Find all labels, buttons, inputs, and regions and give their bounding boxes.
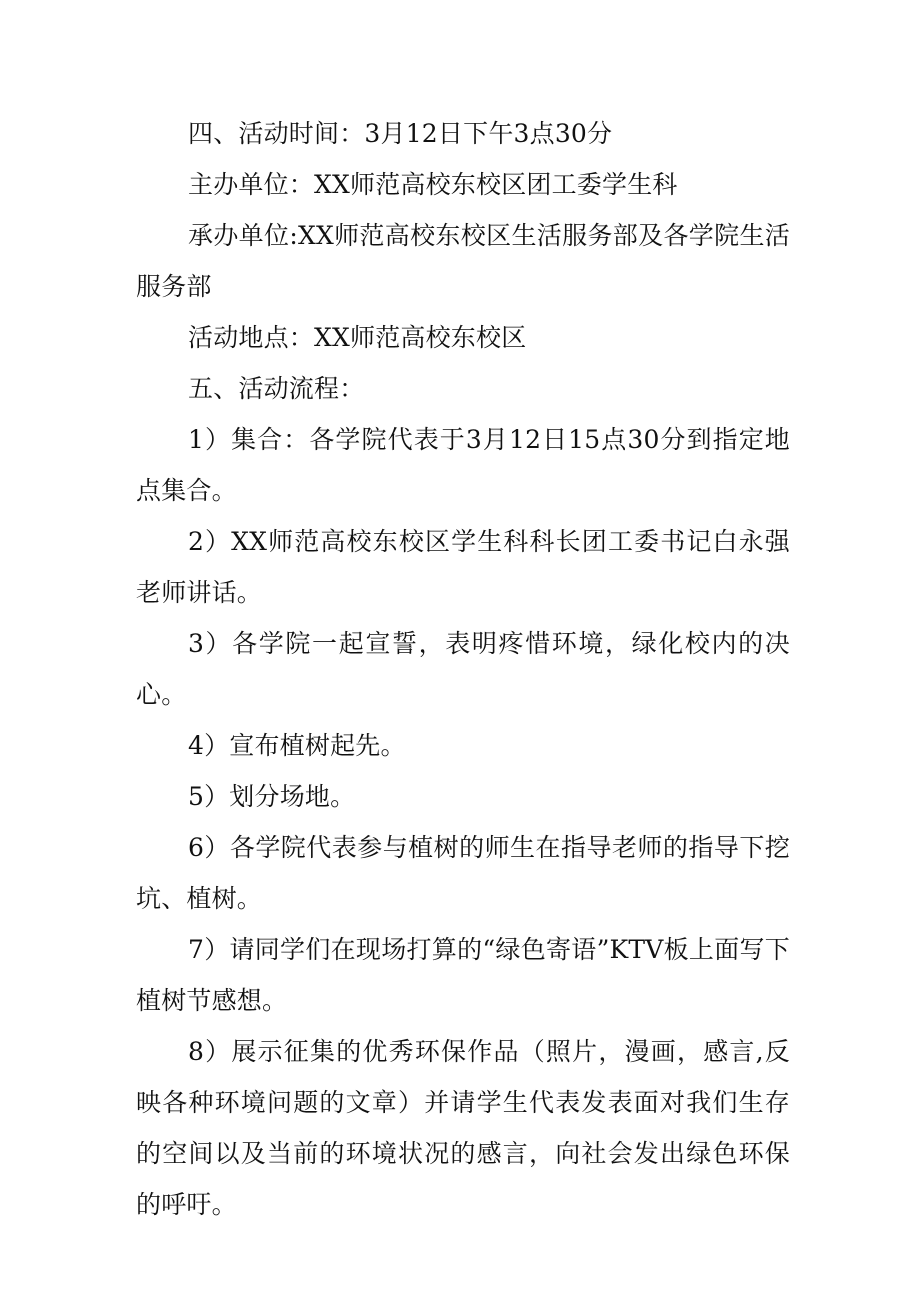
list-item-6: 6）各学院代表参与植树的师生在指导老师的指导下挖坑、植树。 [136,833,790,913]
list-item-4: 4）宣布植树起先。 [188,731,406,760]
list-item-7: 7）请同学们在现场打算的“绿色寄语”KTV板上面写下植树节感想。 [136,935,790,1015]
list-item-1: 1）集合：各学院代表于3月12日15点30分到指定地点集合。 [136,425,790,505]
list-item-5: 5）划分场地。 [188,782,356,811]
list-item-2: 2）XX师范高校东校区学生科科长团工委书记白永强老师讲话。 [136,527,790,607]
paragraph-host-unit: 主办单位：XX师范高校东校区团工委学生科 [188,170,678,199]
list-item-3: 3）各学院一起宣誓，表明疼惜环境，绿化校内的决心。 [136,629,790,709]
section-heading-process: 五、活动流程： [188,374,365,403]
paragraph-organizer-unit: 承办单位:XX师范高校东校区生活服务部及各学院生活服务部 [136,221,790,301]
paragraph-location: 活动地点：XX师范高校东校区 [188,323,527,352]
paragraph-activity-time: 四、活动时间：3月12日下午3点30分 [188,119,613,148]
document-body [136,108,790,1230]
list-item-8: 8）展示征集的优秀环保作品（照片，漫画，感言,反映各种环境问题的文章）并请学生代表发表面对我们生存的空间以及当前的环境状况的感言，向社会发出绿色环保的呼吁。 [136,1037,790,1219]
